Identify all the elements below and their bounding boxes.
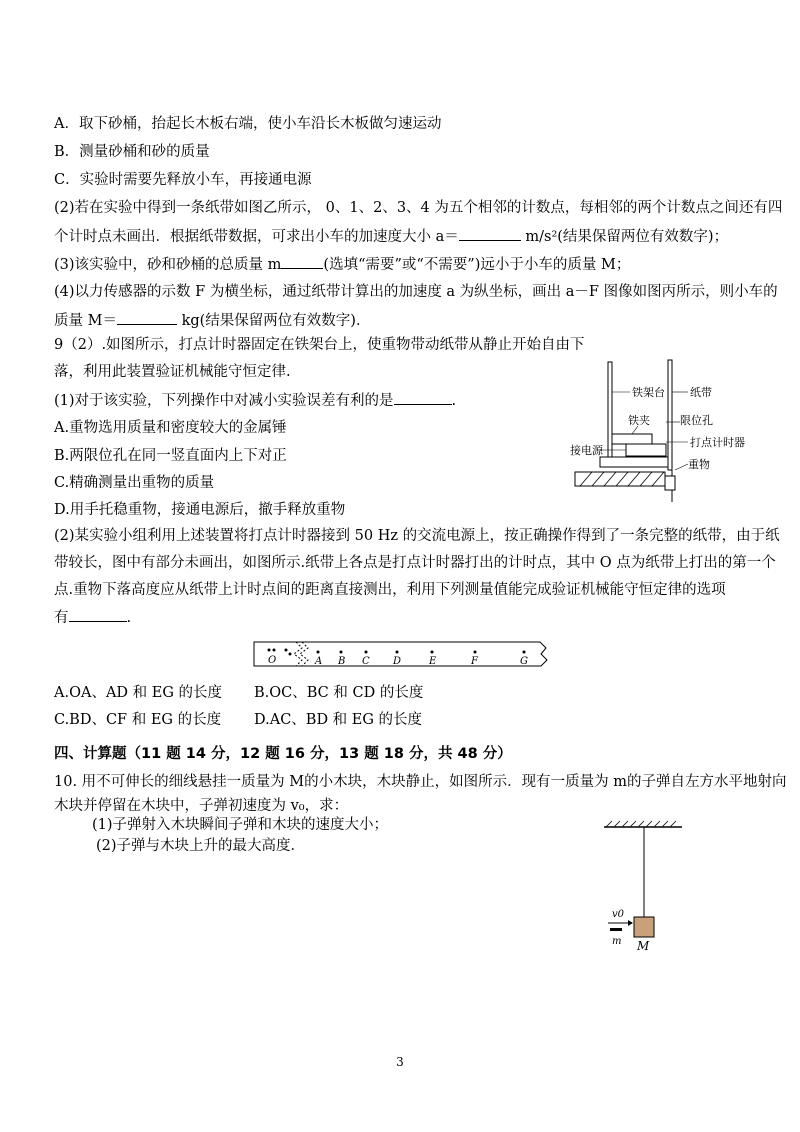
q3-text: (3)该实验中，砂和砂桶的总质量 m	[54, 257, 282, 273]
p10-line1: 10. 用不可伸长的细线悬挂一质量为 M的小木块，木块静止，如图所示．现有一质量为 m的子弹自左方水平地射向	[54, 774, 787, 790]
point-label: B	[338, 656, 346, 667]
point-label: E	[429, 656, 437, 667]
tape-dot	[268, 649, 271, 652]
page-number: 3	[396, 1055, 404, 1069]
M-label: M	[637, 939, 650, 953]
tape-dot	[317, 651, 320, 654]
q4-line2	[54, 310, 370, 331]
p9-q2-option-b: B.OC、BC 和 CD 的长度	[254, 685, 424, 701]
timer	[626, 444, 666, 456]
m-label: m	[612, 936, 622, 947]
p9-line2: 落，利用此装置验证机械能守恒定律.	[54, 364, 291, 380]
answer-blank[interactable]	[394, 390, 452, 405]
bullet	[610, 928, 622, 931]
point-label: F	[471, 656, 478, 667]
answer-blank[interactable]	[117, 310, 177, 325]
stand-base	[600, 457, 670, 467]
q4-line1: (4)以力传感器的示数 F 为横坐标，通过纸带计算出的加速度 a 为纵坐标，画出 a－F 图像如图丙所示，则小车的	[54, 284, 778, 300]
tape-dot	[396, 651, 399, 654]
answer-blank[interactable]	[281, 254, 323, 269]
option-c: C．实验时需要先释放小车，再接通电源	[54, 172, 312, 188]
p9-option-b: B.两限位孔在同一竖直面内上下对正	[54, 448, 287, 464]
pendulum-figure	[600, 820, 690, 955]
point-label: C	[362, 656, 370, 667]
label-hole: 限位孔	[680, 414, 713, 427]
p9-option-c: C.精确测量出重物的质量	[54, 475, 215, 491]
p10-line2: 木块并停留在木块中，子弹初速度为 v₀，求：	[54, 798, 349, 814]
label-clamp: 铁夹	[628, 414, 650, 427]
q3-line	[54, 254, 630, 275]
label-tape: 纸带	[690, 386, 712, 399]
label-stand: 铁架台	[632, 386, 665, 399]
tape-dot	[285, 649, 288, 652]
p9-q1-text: (1)对于该实验，下列操作中对减小实验误差有利的是	[54, 393, 394, 409]
bench	[575, 472, 665, 486]
clamp	[612, 434, 652, 444]
stand-pole	[608, 362, 612, 457]
p9-q2-text: 有	[54, 610, 69, 626]
weight	[665, 476, 675, 490]
p9-q2-option-a: A.OA、AD 和 EG 的长度	[54, 685, 223, 701]
p9-q2-dot: .	[126, 610, 132, 626]
q3-tail: (选填“需要”或“不需要”)远小于小车的质量 M；	[323, 257, 631, 273]
p10-q2: (2)子弹与木块上升的最大高度．	[96, 838, 306, 854]
iron-stand-figure	[570, 352, 780, 502]
q4-text: 质量 M＝	[54, 313, 117, 329]
p9-line1: 9（2）.如图所示，打点计时器固定在铁架台上，使重物带动纸带从静止开始自由下	[54, 337, 585, 353]
tape-dot	[365, 651, 368, 654]
v0-label: v0	[612, 909, 625, 920]
p9-q2-option-c: C.BD、CF 和 EG 的长度	[54, 712, 222, 728]
option-a: A．取下砂桶，抬起长木板右端，使小车沿长木板做匀速运动	[54, 116, 442, 132]
tape-dot	[474, 651, 477, 654]
point-label: A	[315, 656, 323, 667]
label-timer: 打点计时器	[690, 436, 745, 449]
q4-unit: kg(结果保留两位有效数字)．	[176, 313, 371, 329]
p9-option-a: A.重物选用质量和密度较大的金属锤	[54, 420, 287, 436]
p9-q2-line3: 点.重物下落高度应从纸带上计时点间的距离直接测出，利用下列测量值能完成验证机械能守恒定律的选项	[54, 582, 726, 598]
option-b: B．测量砂桶和砂的质量	[54, 144, 210, 160]
q2-line2	[54, 226, 728, 247]
tape-figure	[250, 640, 560, 672]
p9-q1	[54, 390, 456, 411]
q2-line1: (2)若在实验中得到一条纸带如图乙所示， 0、1、2、3、4 为五个相邻的计数点，每相邻的两个计数点之间还有四	[54, 200, 783, 216]
stand-pole-right	[668, 360, 672, 470]
tape-dot	[431, 651, 434, 654]
section-heading: 四、计算题（11 题 14 分，12 题 16 分，13 题 18 分，共 48 分）	[54, 746, 512, 762]
answer-blank[interactable]	[69, 607, 127, 622]
tape-dot	[273, 649, 276, 652]
tape-dot	[289, 653, 292, 656]
tape-dot	[340, 651, 343, 654]
label-weight: 重物	[688, 458, 710, 471]
p9-q2-line2: 带较长，图中有部分未画出，如图所示.纸带上各点是打点计时器打出的计时点，其中 O 点为纸带上打出的第一个	[54, 555, 776, 571]
p9-q1-dot: .	[451, 393, 457, 409]
answer-blank[interactable]	[459, 226, 521, 241]
point-label: O	[268, 655, 277, 666]
q2-text: 个计时点未画出．根据纸带数据，可求出小车的加速度大小 a＝	[54, 229, 459, 245]
point-label: G	[520, 656, 528, 667]
label-power: 接电源	[570, 444, 603, 457]
p9-q2-option-d: D.AC、BD 和 EG 的长度	[254, 712, 423, 728]
p9-q2-line4	[54, 607, 131, 628]
q2-unit: m/s²(结果保留两位有效数字)；	[520, 229, 729, 245]
point-label: D	[393, 656, 402, 667]
p9-q2-line1: (2)某实验小组利用上述装置将打点计时器接到 50 Hz 的交流电源上，按正确操作得到了一条完整的纸带，由于纸	[54, 528, 780, 544]
p9-option-d: D.用手托稳重物，接通电源后，撤手释放重物	[54, 502, 346, 518]
tape-dot	[523, 651, 526, 654]
block	[634, 917, 654, 937]
p10-q1: (1)子弹射入木块瞬间子弹和木块的速度大小；	[92, 817, 389, 833]
